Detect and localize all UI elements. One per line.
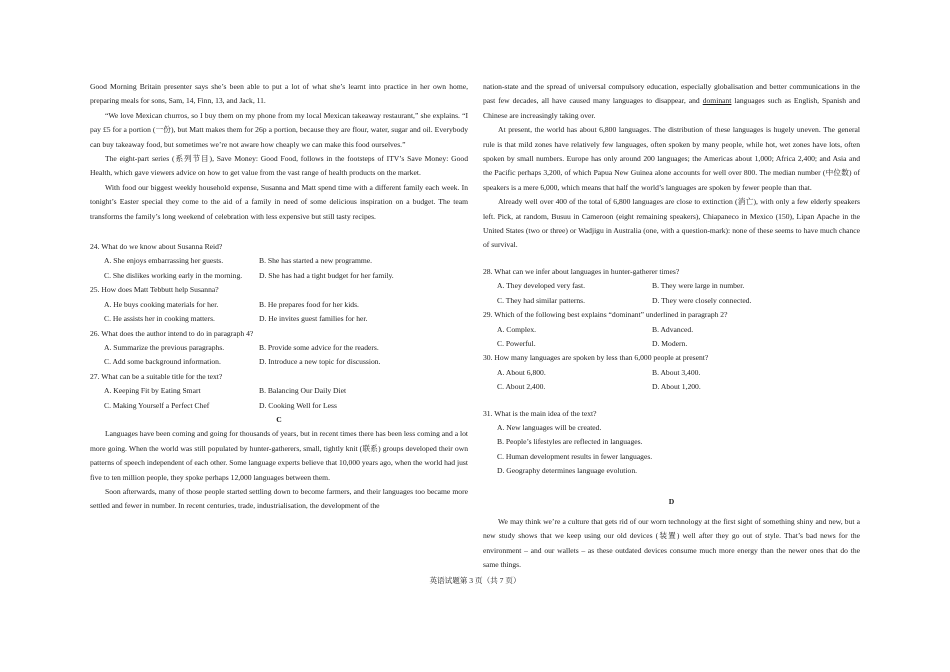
question-27 [90,370,468,413]
option: C. He assists her in cooking matters. [104,314,215,324]
option: C. Human development results in fewer languages. [497,451,653,461]
question-text: 29. Which of the following best explains “dominant” underlined in paragraph 2? [483,310,728,320]
section-heading-d: D [668,496,675,506]
right-column [483,80,860,573]
paragraph: At present, the world has about 6,800 languages. The distribution of these languages is hugely uneven. The general rule is that mild zones have relatively few languages, often spoken by many people, while hot, wet zones have lots, often spoken by small numbers. Europe has only around 200 languages; the Americas about 1,000; Africa 2,400; and Asia and the Pacific perhaps 3,200, of which Papua New Guinea alone accounts for well over 800. The median number (中位数) of speakers is a mere 6,000, which means that half the world’s languages are spoken by fewer people than that. [483,125,860,192]
option: A. He buys cooking materials for her. [104,299,219,309]
option: A. Complex. [497,324,537,334]
question-text: 27. What can be a suitable title for the text? [90,371,223,381]
paragraph: We may think we’re a culture that gets rid of our worn technology at the first sight of something shiny and new, but a new study shows that we keep using our old devices (装置) well after they go out of style. That’s bad news for the environment – and our wallets – as these outdated devices consume much more energy than the newer ones that do the same things. [483,516,860,570]
underlined-word-dominant: dominant [702,96,732,106]
option: C. Making Yourself a Perfect Chef [104,400,210,410]
option: B. People’s lifestyles are reflected in languages. [497,437,643,447]
paragraph: Good Morning Britain presenter says she’s been able to put a lot of what she’s learnt into practice in her own home, preparing meals for sons, Sam, 14, Finn, 13, and Jack, 11. [90,82,468,106]
text-run: languages such as English, Spanish and Chinese are increasingly taking over. [483,96,860,120]
question-24 [90,240,468,283]
paragraph: Languages have been coming and going for thousands of years, but in recent times there has been less coming and a lot more going. When the world was still populated by hunter-gatherers, small, tightly knit (联系) groups developed their own patterns of speech independent of each other. Some language experts believe that 10,000 years ago, when the world had just five to ten million people, they spoke perhaps 12,000 languages between them. [90,429,468,482]
option: A. She enjoys embarrassing her guests. [104,256,224,266]
paragraph: Already well over 400 of the total of 6,800 languages are close to extinction (消亡), with only a few elderly speakers left. Pick, at random, Busuu in Cameroon (eight remaining speakers), Chiapaneco in Mexico (150), Lipan Apache in the United States (two or three) or Wadjigu in Australia (one, with a question-mark): none of these seems to have much chance of survival. [483,197,860,250]
option: D. Modern. [652,338,688,348]
question-26 [90,327,468,370]
option: A. New languages will be created. [497,422,602,432]
paragraph: “We love Mexican churros, so I buy them on my phone from my local Mexican takeaway restaurant,” she explains. “I pay £5 for a portion (一份), but Matt makes them for 26p a portion, because they are flour, water, sugar and oil. Everybody can buy takeaway food, but sometimes we’re not aware how cheaply we can make this food ourselves.” [90,110,468,149]
section-heading-c: C [276,414,282,424]
question-31 [483,407,860,479]
option: D. Introduce a new topic for discussion. [259,357,381,367]
option: D. Geography determines language evolution. [497,466,638,476]
option: B. About 3,400. [652,367,701,377]
question-30 [483,351,860,394]
option: B. Balancing Our Daily Diet [259,386,347,396]
option: D. She has had a tight budget for her family. [259,270,394,280]
question-text: 25. How does Matt Tebbutt help Susanna? [90,285,219,295]
option: B. He prepares food for her kids. [259,299,359,309]
option: D. About 1,200. [652,382,701,392]
question-text: 30. How many languages are spoken by less than 6,000 people at present? [483,353,709,363]
option: C. Add some background information. [104,357,221,367]
option: C. She dislikes working early in the morning. [104,270,243,280]
text-run: nation-state and the spread of universal compulsory education, especially globalisation and better communications in the past few decades, all have caused many languages to disappear, and [483,82,860,106]
option: A. Summarize the previous paragraphs. [104,342,225,352]
option: B. They were large in number. [652,281,745,291]
question-text: 24. What do we know about Susanna Reid? [90,242,223,252]
question-text: 28. What can we infer about languages in hunter-gatherer times? [483,266,680,276]
left-column [90,80,468,514]
option: B. Provide some advice for the readers. [259,342,379,352]
question-25 [90,283,468,326]
paragraph: Soon afterwards, many of those people started settling down to become farmers, and their languages too became more settled and fewer in number. In recent centuries, trade, industrialisation, the development of the [90,486,468,511]
option: C. Powerful. [497,338,536,348]
option: C. They had similar patterns. [497,295,586,305]
option: D. They were closely connected. [652,295,752,305]
option: A. About 6,800. [497,367,546,377]
option: A. They developed very fast. [497,281,586,291]
paragraph: With food our biggest weekly household expense, Susanna and Matt spend time with a different family each week. In tonight’s Easter special they come to the aid of a family in need of some delicious inspiration on a budget. The team transforms the family’s long weekend of celebration with less expensive but still tasty recipes. [90,182,468,221]
question-text: 26. What does the author intend to do in paragraph 4? [90,328,254,338]
paragraph [483,80,860,123]
paragraph: The eight-part series (系列节目), Save Money: Good Food, follows in the footsteps of ITV’s Save Money: Good Health, which gave viewers advice on how to get value from the vast range of health products on the market. [90,154,468,178]
page-footer: 英语试题第 3 页（共 7 页） [429,576,521,585]
question-29 [483,308,860,351]
question-text: 31. What is the main idea of the text? [483,408,597,418]
option: B. Advanced. [652,324,694,334]
option: B. She has started a new programme. [259,256,373,266]
option: A. Keeping Fit by Eating Smart [104,386,201,396]
option: D. Cooking Well for Less [259,400,337,410]
option: D. He invites guest families for her. [259,314,368,324]
option: C. About 2,400. [497,382,546,392]
question-28 [483,265,860,308]
